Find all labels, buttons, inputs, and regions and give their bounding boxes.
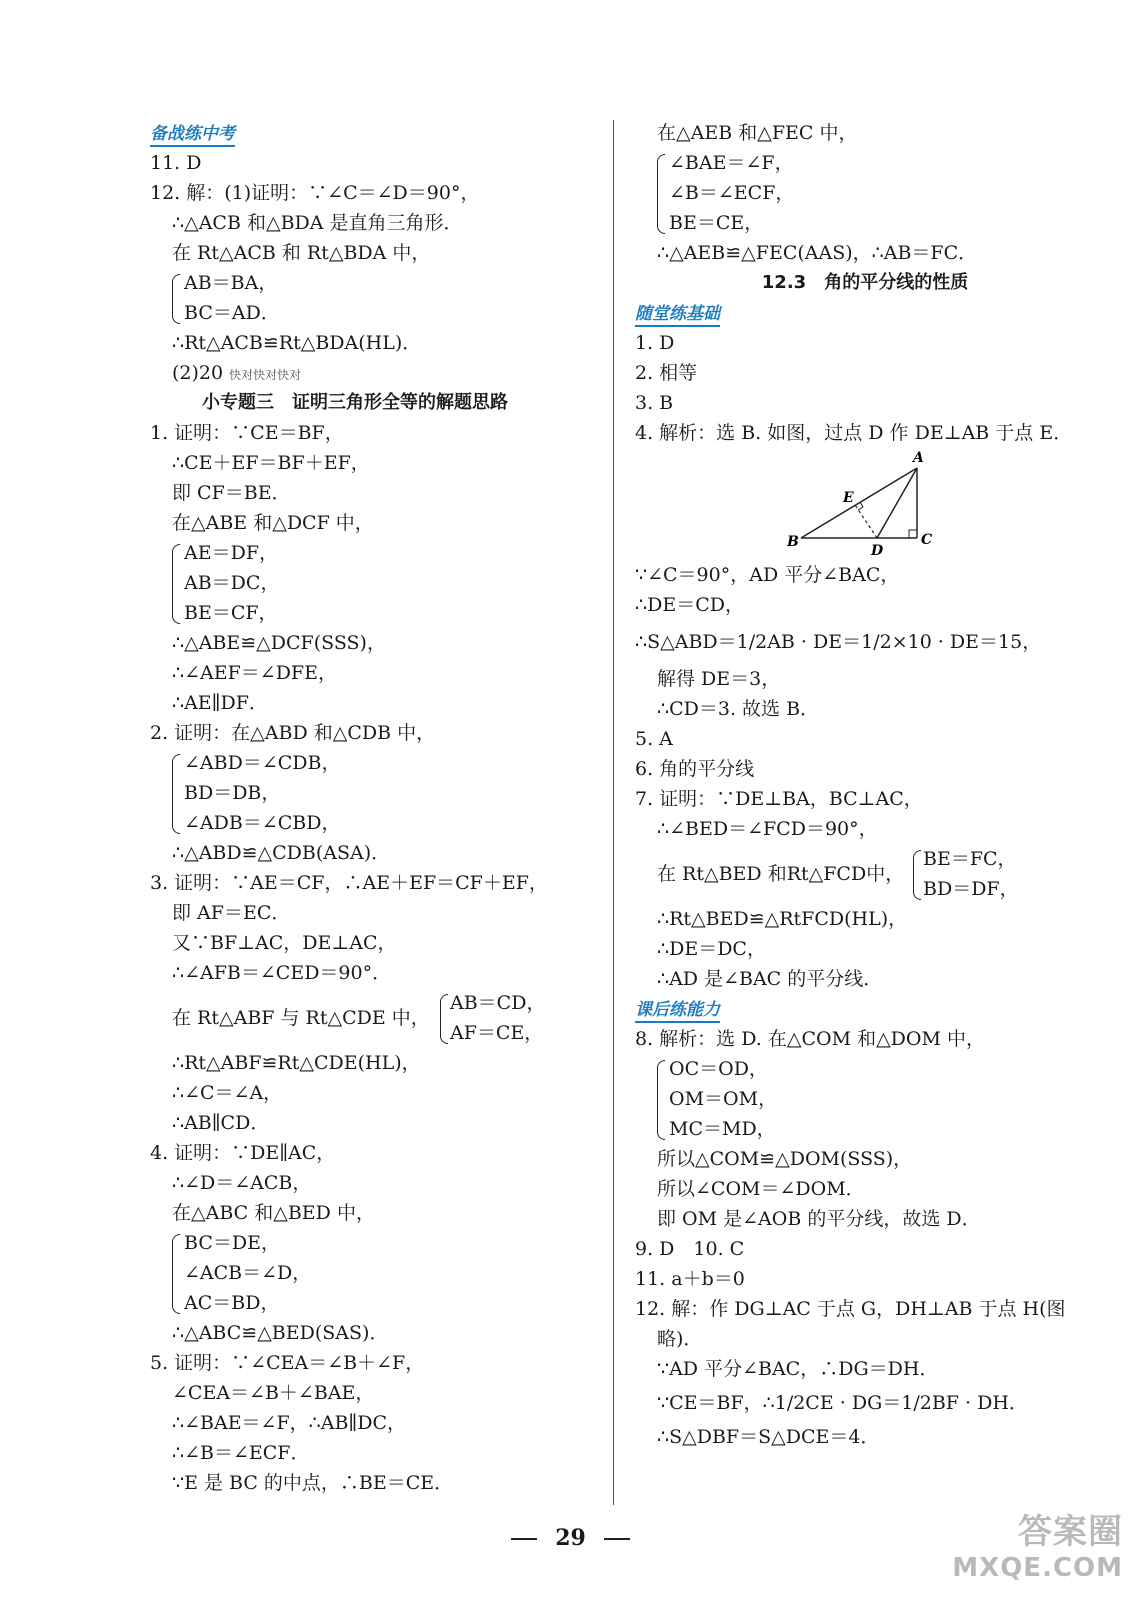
condition: ∠ADB＝∠CBD， xyxy=(184,812,341,834)
condition: ∠ABD＝∠CDB， xyxy=(184,752,341,774)
rt-prefix: 在 Rt△ABF 与 Rt△CDE 中， xyxy=(172,1007,430,1029)
section-header-ability: 课后练能力 xyxy=(635,999,720,1023)
answer-line: 1. 证明：∵CE＝BF， xyxy=(150,422,344,444)
chapter-title: 12.3 角的平分线的性质 xyxy=(761,272,969,293)
answer-line: 11. D xyxy=(150,152,202,174)
answer-line: ∴∠BAE＝∠F，∴AB∥DC， xyxy=(172,1412,406,1434)
condition: BD＝DF， xyxy=(923,878,1019,900)
condition: AB＝DC， xyxy=(184,572,280,594)
answer-line: ∴S△ABD＝1/2AB · DE＝1/2×10 · DE＝15， xyxy=(635,631,1042,653)
condition-group xyxy=(150,538,560,628)
answer-line: ∴DE＝CD， xyxy=(635,594,744,616)
answer-line: 即 AF＝EC． xyxy=(172,902,291,924)
right-column xyxy=(635,118,1095,1452)
answer-text: (2)20 xyxy=(172,362,224,384)
answer-line: ∴S△DBF＝S△DCE＝4． xyxy=(657,1426,880,1448)
answer-line: 即 OM 是∠AOB 的平分线，故选 D． xyxy=(657,1208,981,1230)
answer-line: 略)． xyxy=(657,1328,703,1350)
answer-line: 4. 解析：选 B. 如图，过点 D 作 DE⊥AB 于点 E． xyxy=(635,422,1073,444)
answer-line: ∴DE＝DC， xyxy=(657,938,766,960)
answer-line: 11. a＋b＝0 xyxy=(635,1268,745,1290)
answer-line: ∴CE＋EF＝BF＋EF， xyxy=(172,452,370,474)
condition: OM＝OM， xyxy=(669,1088,778,1110)
answer-line: 即 CF＝BE． xyxy=(172,482,291,504)
left-brace xyxy=(172,754,180,834)
answer-line: ∴∠AFB＝∠CED＝90°． xyxy=(172,962,392,984)
condition: AF＝CE， xyxy=(450,1022,544,1044)
handwritten-note: 快对快对快对 xyxy=(229,368,302,382)
condition: BC＝DE， xyxy=(184,1232,280,1254)
answer-line: 5. A xyxy=(635,728,673,750)
answer-line: 所以△COM≌△DOM(SSS)， xyxy=(657,1148,913,1170)
condition: BE＝CF， xyxy=(184,602,278,624)
condition: MC＝MD， xyxy=(669,1118,776,1140)
rt-condition-group xyxy=(150,988,560,1048)
label-b: B xyxy=(787,534,799,550)
answer-line: ∴∠D＝∠ACB， xyxy=(172,1172,312,1194)
answer-line: 3. 证明：∵AE＝CF，∴AE＋EF＝CF＋EF， xyxy=(150,872,548,894)
page-dash-right xyxy=(604,1538,630,1540)
condition: AC＝BD， xyxy=(184,1292,280,1314)
watermark-line1: 答案圈 xyxy=(1018,1512,1123,1552)
answer-line: ∴∠AEF＝∠DFE， xyxy=(172,662,337,684)
answer-line: ∵E 是 BC 的中点，∴BE＝CE． xyxy=(172,1472,454,1494)
answer-line: ∴Rt△BED≌△RtFCD(HL)， xyxy=(657,908,908,930)
label-a: A xyxy=(913,450,924,466)
section-header-prep: 备战练中考 xyxy=(150,123,235,147)
page-dash-left xyxy=(511,1538,537,1540)
condition: BE＝CE， xyxy=(669,212,764,234)
answer-line: 在△AEB 和△FEC 中， xyxy=(657,122,858,144)
column-divider xyxy=(613,120,614,1505)
segment-ab xyxy=(801,468,917,538)
answer-line: ∴∠B＝∠ECF． xyxy=(172,1442,310,1464)
condition: ∠B＝∠ECF， xyxy=(669,182,795,204)
triangle-figure xyxy=(785,448,935,560)
right-angle-mark-c xyxy=(909,530,917,538)
answer-line: ∴AB∥CD． xyxy=(172,1112,270,1134)
condition: ∠ACB＝∠D， xyxy=(184,1262,312,1284)
answer-line: 在△ABC 和△BED 中， xyxy=(172,1202,375,1224)
answer-line: ∴AD 是∠BAC 的平分线． xyxy=(657,968,883,990)
answer-line: ∠CEA＝∠B＋∠BAE， xyxy=(172,1382,375,1404)
condition-group xyxy=(150,748,560,838)
condition: AB＝CD， xyxy=(450,992,546,1014)
answer-line: 4. 证明：∵DE∥AC， xyxy=(150,1142,336,1164)
left-column xyxy=(150,118,560,1498)
answer-line: 12. 解：(1)证明：∵∠C＝∠D＝90°， xyxy=(150,182,480,204)
answer-line: 2. 相等 xyxy=(635,362,698,384)
label-e: E xyxy=(843,490,854,506)
condition: BD＝DB， xyxy=(184,782,281,804)
answer-line: 6. 角的平分线 xyxy=(635,758,755,780)
answer-line: ∵CE＝BF，∴1/2CE · DG＝1/2BF · DH． xyxy=(657,1392,1028,1414)
left-brace xyxy=(657,1060,665,1140)
answer-line: 9. D 10. C xyxy=(635,1238,745,1260)
answer-line: 又∵BF⊥AC，DE⊥AC， xyxy=(172,932,397,954)
label-c: C xyxy=(921,532,933,548)
section-header-basic: 随堂练基础 xyxy=(635,303,720,327)
rt-condition-group xyxy=(635,844,1095,904)
answer-line: ∴∠C＝∠A， xyxy=(172,1082,283,1104)
answer-line: 在△ABE 和△DCF 中， xyxy=(172,512,374,534)
answer-line: ∴△ABE≌△DCF(SSS)， xyxy=(172,632,386,654)
left-brace xyxy=(172,274,180,324)
answer-line: 12. 解：作 DG⊥AC 于点 G，DH⊥AB 于点 H(图 xyxy=(635,1298,1066,1320)
answer-line: ∴Rt△ACB≌Rt△BDA(HL)． xyxy=(172,332,422,354)
condition: BC＝AD． xyxy=(184,302,280,324)
condition: AB＝BA， xyxy=(184,272,278,294)
answer-line: ∴△ABC≌△BED(SAS)． xyxy=(172,1322,389,1344)
segment-ad xyxy=(877,468,917,538)
condition-group xyxy=(635,148,1095,238)
answer-line: ∵∠C＝90°，AD 平分∠BAC， xyxy=(635,564,900,586)
watermark-line2: MXQE.COM xyxy=(952,1553,1123,1583)
answer-line: ∵AD 平分∠BAC，∴DG＝DH． xyxy=(657,1358,939,1380)
answer-line: 2. 证明：在△ABD 和△CDB 中， xyxy=(150,722,436,744)
answer-line: 所以∠COM＝∠DOM． xyxy=(657,1178,865,1200)
condition: AE＝DF， xyxy=(184,542,279,564)
answer-line: ∴∠BED＝∠FCD＝90°， xyxy=(657,818,878,840)
condition: OC＝OD， xyxy=(669,1058,768,1080)
left-brace xyxy=(913,850,921,900)
answer-line: 3. B xyxy=(635,392,674,414)
answer-line: 解得 DE＝3， xyxy=(657,668,781,690)
answer-line: ∴△AEB≌△FEC(AAS)，∴AB＝FC． xyxy=(657,242,978,264)
left-brace xyxy=(172,1234,180,1314)
condition: ∠BAE＝∠F， xyxy=(669,152,794,174)
answer-line: ∴Rt△ABF≌Rt△CDE(HL)， xyxy=(172,1052,421,1074)
rt-prefix: 在 Rt△BED 和Rt△FCD中， xyxy=(657,863,905,885)
answer-line: 8. 解析：选 D. 在△COM 和△DOM 中， xyxy=(635,1028,985,1050)
condition-group xyxy=(150,268,560,328)
watermark xyxy=(952,1514,1123,1586)
page-number-text: 29 xyxy=(555,1525,586,1551)
label-d: D xyxy=(871,543,884,559)
answer-line: 在 Rt△ACB 和 Rt△BDA 中， xyxy=(172,242,431,264)
answer-line: 7. 证明：∵DE⊥BA，BC⊥AC， xyxy=(635,788,923,810)
topic-title: 小专题三 证明三角形全等的解题思路 xyxy=(202,392,508,413)
left-brace xyxy=(657,154,665,234)
answer-line: 1. D xyxy=(635,332,675,354)
condition-group xyxy=(635,1054,1095,1144)
left-brace xyxy=(440,994,448,1044)
condition: BE＝FC， xyxy=(923,848,1017,870)
answer-line: ∴AE∥DF． xyxy=(172,692,268,714)
left-brace xyxy=(172,544,180,624)
answer-line xyxy=(150,358,560,388)
answer-line: ∴CD＝3. 故选 B． xyxy=(657,698,820,720)
condition-group xyxy=(150,1228,560,1318)
answer-line: ∴△ABD≌△CDB(ASA)． xyxy=(172,842,391,864)
answer-line: 5. 证明：∵∠CEA＝∠B＋∠F， xyxy=(150,1352,425,1374)
answer-line: ∴△ACB 和△BDA 是直角三角形． xyxy=(172,212,463,234)
